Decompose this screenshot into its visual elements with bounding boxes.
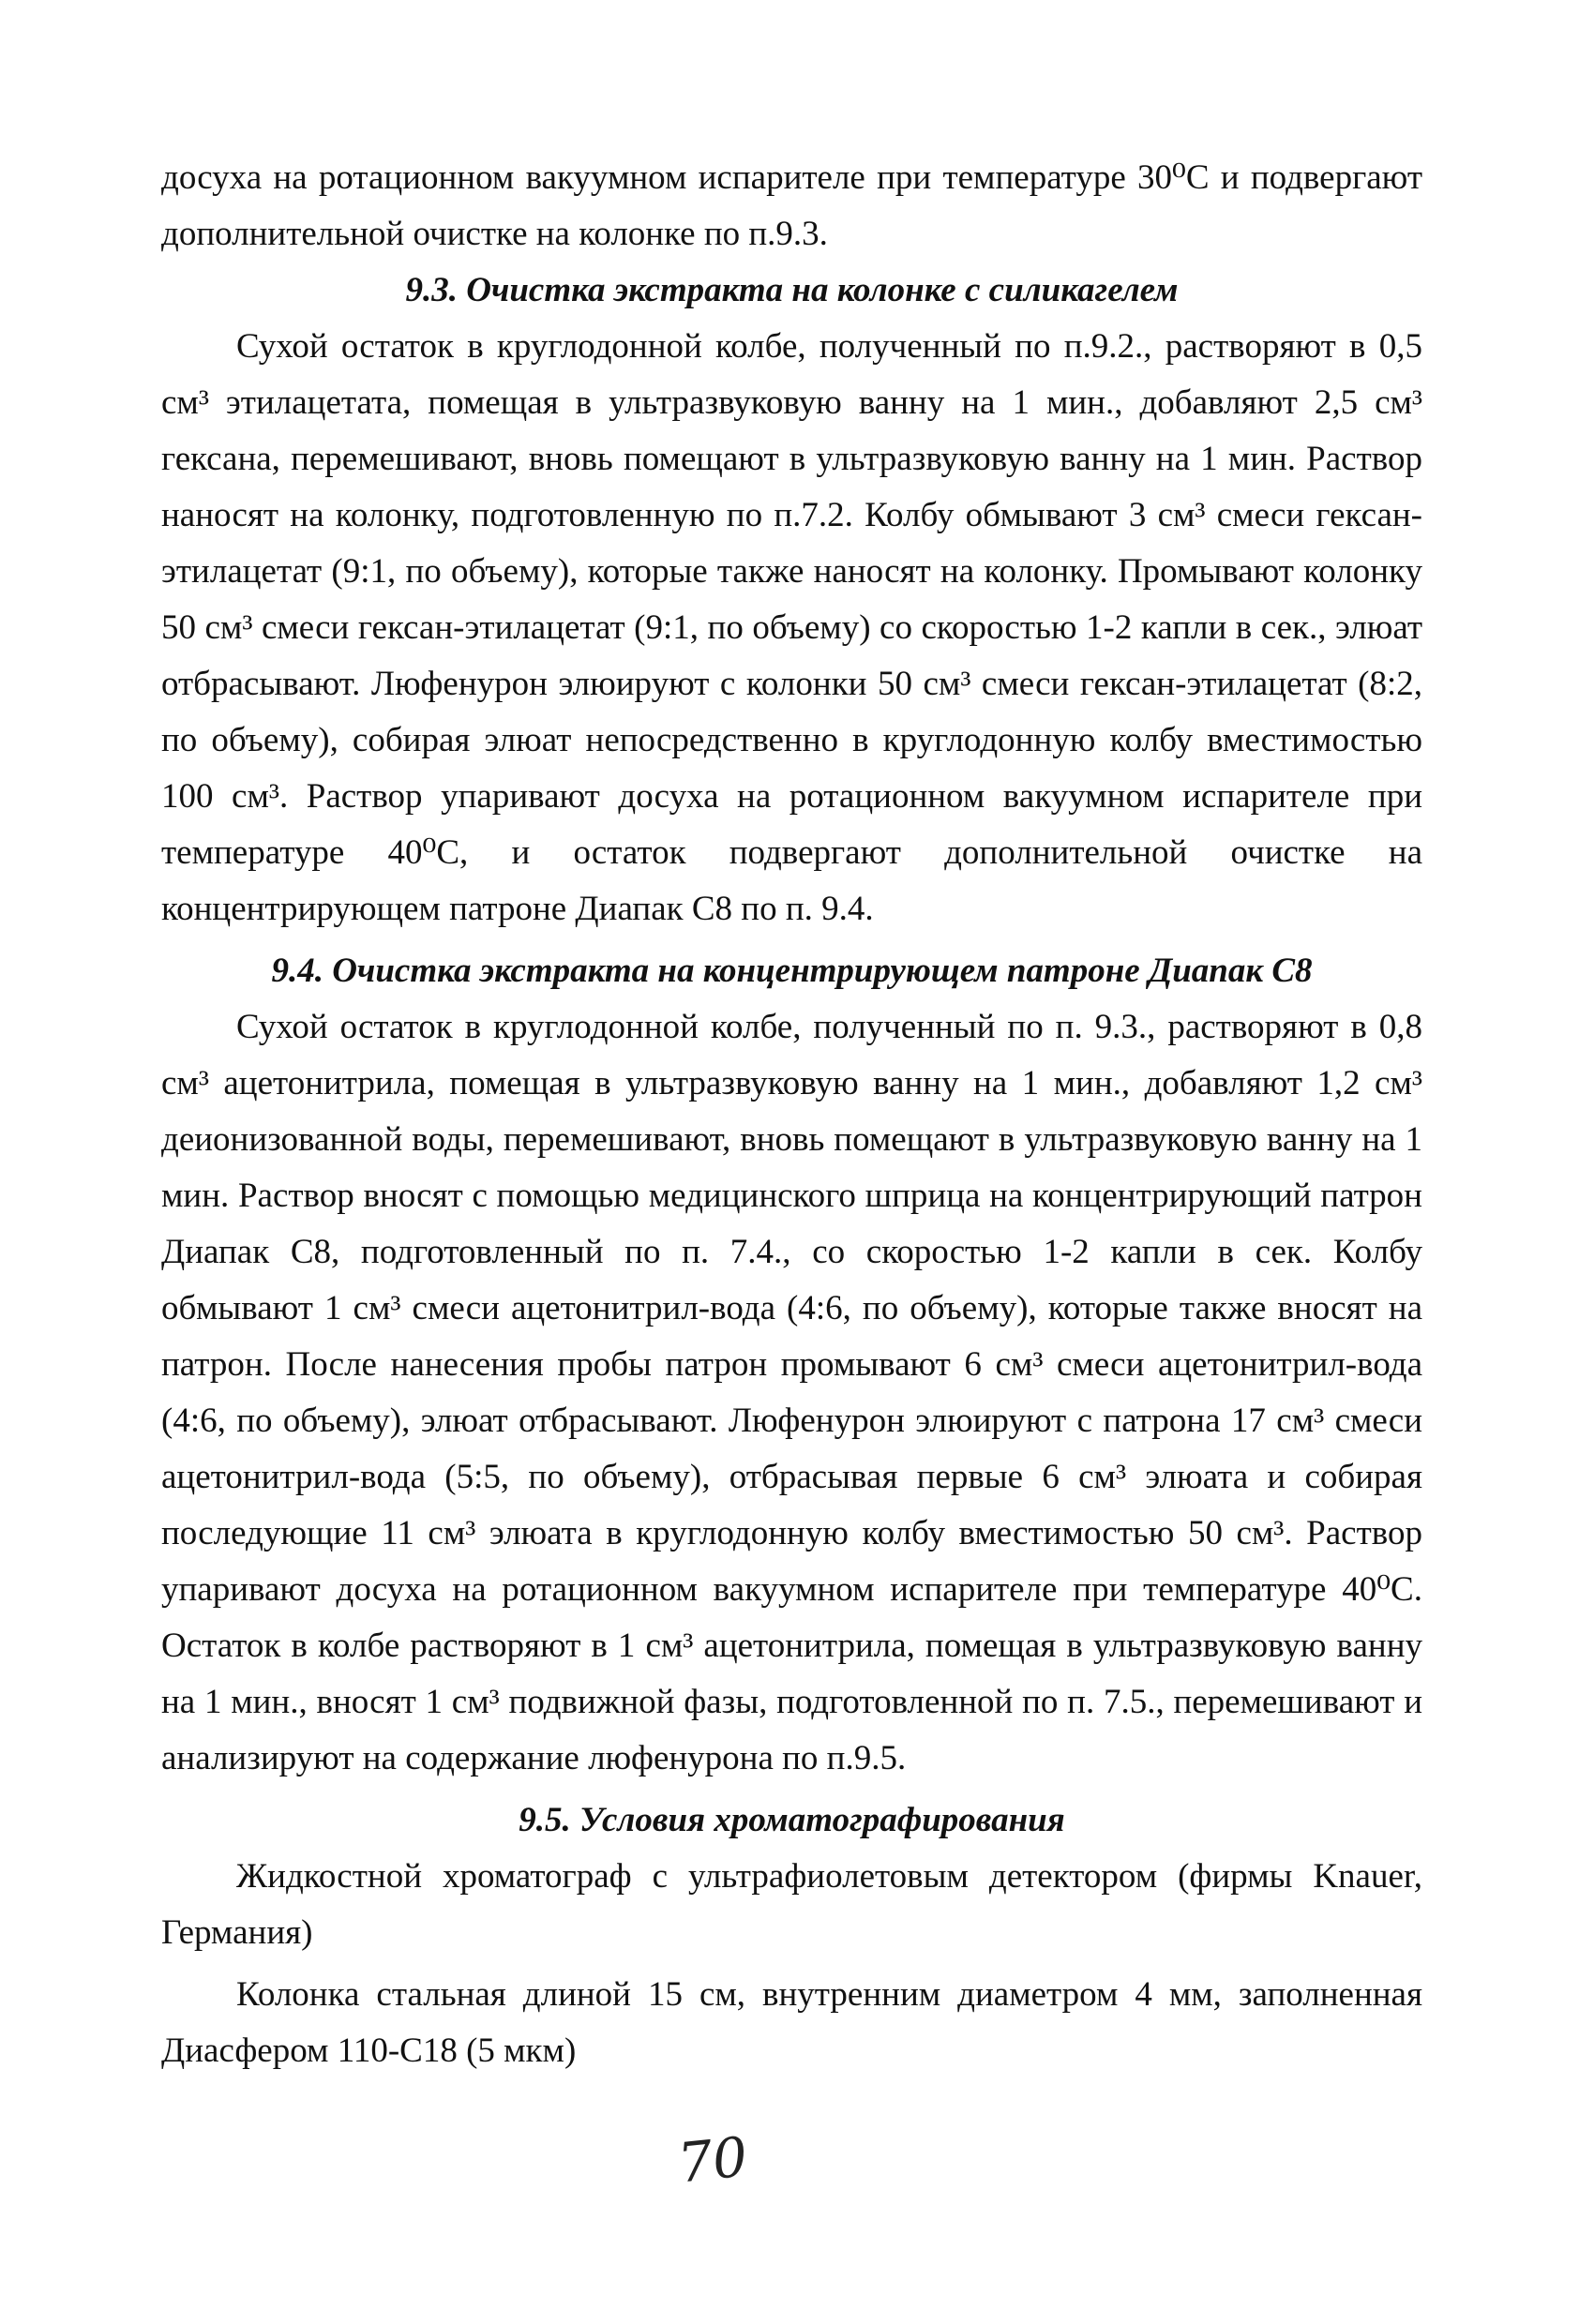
section-heading-9-4: 9.4. Очистка экстракта на концентрирующем патроне Диапак С8 (271, 952, 1313, 990)
paragraph-chromatograph: Жидкостной хроматограф с ультрафиолетовым детектором (фирмы Knauer, Германия) (161, 1857, 1422, 1952)
section-heading-9-3: 9.3. Очистка экстракта на колонке с силикагелем (405, 271, 1179, 309)
handwritten-page-number: 70 (674, 2124, 751, 2196)
paragraph-continuation: досуха на ротационном вакуумном испарителе при температуре 30⁰С и подвергают дополнительной очистке на колонке по п.9.3. (161, 158, 1422, 253)
paragraph-9-4-body: Сухой остаток в круглодонной колбе, полученный по п. 9.3., растворяют в 0,8 см³ ацетонитрила, помещая в ультразвуковую ванну на 1 мин., добавляют 1,2 см³ деионизованной воды, перемешивают, вновь помещают в ультразвуковую ванну на 1 мин. Раствор вносят с помощью медицинского шприца на концентрирующий патрон Диапак С8, подготовленный по п. 7.4., со скоростью 1-2 капли в сек. Колбу обмывают 1 см³ смеси ацетонитрил-вода (4:6, по объему), которые также вносят на патрон. После нанесения пробы патрон промывают 6 см³ смеси ацетонитрил-вода (4:6, по объему), элюат отбрасывают. Люфенурон элюируют с патрона 17 см³ смеси ацетонитрил-вода (5:5, по объему), отбрасывая первые 6 см³ элюата и собирая последующие 11 см³ элюата в круглодонную колбу вместимостью 50 см³. Раствор упаривают досуха на ротационном вакуумном испарителе при температуре 40⁰С. Остаток в колбе растворяют в 1 см³ ацетонитрила, помещая в ультразвуковую ванну на 1 мин., вносят 1 см³ подвижной фазы, подготовленной по п. 7.5., перемешивают и анализируют на содержание люфенурона по п.9.5. (161, 1008, 1422, 1777)
document-body (161, 150, 1422, 2079)
paragraph-column: Колонка стальная длиной 15 см, внутренним диаметром 4 мм, заполненная Диасфером 110-С18 (5 мкм) (161, 1975, 1422, 2070)
paragraph-9-3-body: Сухой остаток в круглодонной колбе, полученный по п.9.2., растворяют в 0,5 см³ этилацетата, помещая в ультразвуковую ванну на 1 мин., добавляют 2,5 см³ гексана, перемешивают, вновь помещают в ультразвуковую ванну на 1 мин. Раствор наносят на колонку, подготовленную по п.7.2. Колбу обмывают 3 см³ смеси гексан-этилацетат (9:1, по объему), которые также наносят на колонку. Промывают колонку 50 см³ смеси гексан-этилацетат (9:1, по объему) со скоростью 1-2 капли в сек., элюат отбрасывают. Люфенурон элюируют с колонки 50 см³ смеси гексан-этилацетат (8:2, по объему), собирая элюат непосредственно в круглодонную колбу вместимостью 100 см³. Раствор упаривают досуха на ротационном вакуумном испарителе при температуре 40⁰С, и остаток подвергают дополнительной очистке на концентрирующем патроне Диапак С8 по п. 9.4. (161, 327, 1422, 928)
section-heading-9-5: 9.5. Условия хроматографирования (519, 1801, 1065, 1839)
